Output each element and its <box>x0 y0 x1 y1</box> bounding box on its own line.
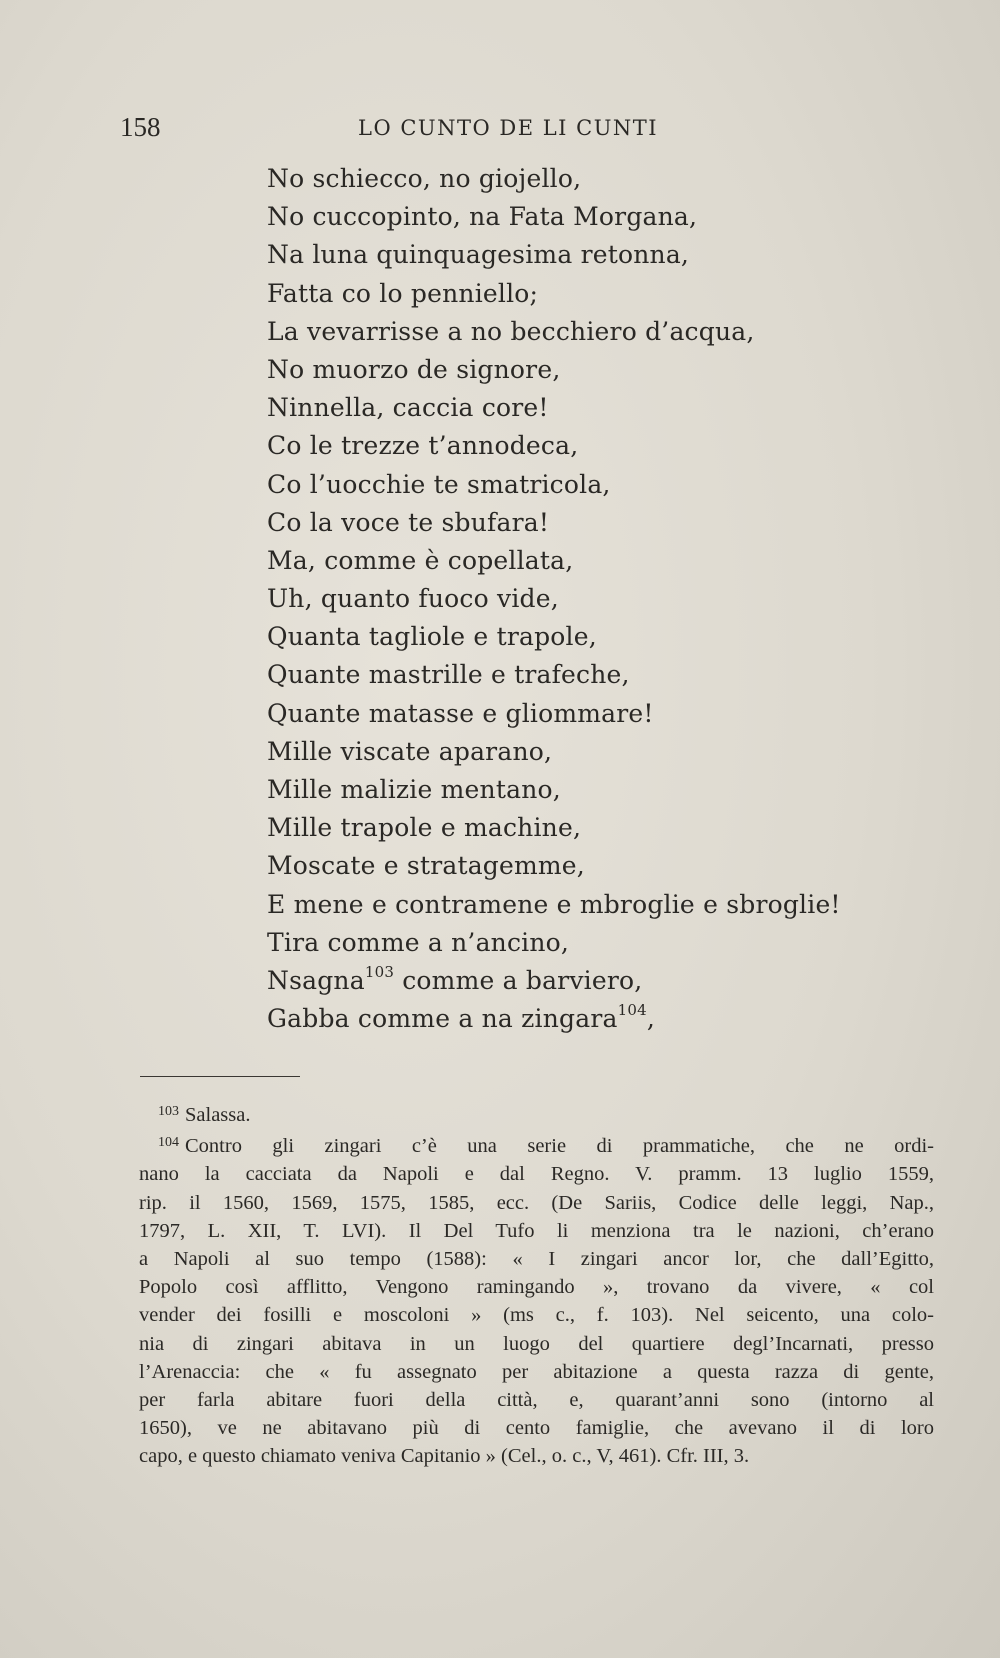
verse-line <box>267 504 967 542</box>
footnote-line <box>139 1358 934 1386</box>
footnote-line <box>139 1217 934 1245</box>
page-number: 158 <box>120 112 161 142</box>
footnote-separator <box>140 1076 300 1077</box>
footnote-104 <box>139 1129 934 1470</box>
footnote-line <box>139 1442 934 1470</box>
verse-line <box>267 160 967 198</box>
verse-text: Co l’uocchie te smatricola, <box>267 469 611 499</box>
footnote-text: 1797, L. XII, T. LVI). Il Del Tufo li menziona tra le nazioni, ch’erano <box>139 1219 934 1242</box>
footnote-text: Popolo così afflitto, Vengono ramingando », trovano da vivere, « col <box>139 1276 934 1299</box>
footnote-103 <box>139 1098 934 1129</box>
verse-text: Tira comme a n’ancino, <box>267 927 570 957</box>
footnote-line <box>139 1189 934 1217</box>
footnote-text: rip. il 1560, 1569, 1575, 1585, ecc. (De Sariis, Codice delle leggi, Nap., <box>139 1191 934 1214</box>
verse-line <box>267 809 967 847</box>
footnote-text: nano la cacciata da Napoli e dal Regno. V. pramm. 13 luglio 1559, <box>139 1163 934 1186</box>
footnote-text: nia di zingari abitava in un luogo del quartiere degl’Incarnati, presso <box>139 1332 934 1355</box>
footnote-line <box>139 1386 934 1414</box>
verse-text: La vevarrisse a no becchiero d’acqua, <box>267 316 755 346</box>
verse-text: Ma, comme è copellata, <box>267 545 574 575</box>
verse-text: No muorzo de signore, <box>267 354 561 384</box>
footnote-text: l’Arenaccia: che « fu assegnato per abitazione a questa razza di gente, <box>139 1360 934 1383</box>
verse-text: Quanta tagliole e trapole, <box>267 622 597 652</box>
footnote-text: 1650), ve ne abitavano più di cento famiglie, che avevano il di loro <box>139 1417 934 1440</box>
verse-text: Nsagna <box>267 965 365 995</box>
verse-text-continued: , <box>646 1004 655 1034</box>
footnotes-block <box>139 1098 934 1471</box>
verse-text: Co la voce te sbufara! <box>267 507 550 537</box>
verse-line <box>267 313 967 351</box>
footnote-line <box>139 1160 934 1188</box>
footnote-text: a Napoli al suo tempo (1588): « I zingari ancor lor, che dall’Egitto, <box>139 1248 934 1271</box>
verse-line <box>267 618 967 656</box>
footnote-line <box>139 1414 934 1442</box>
verse-text: Moscate e stratagemme, <box>267 851 585 881</box>
footnote-line <box>139 1330 934 1358</box>
footnote-reference[interactable]: 103 <box>364 962 395 981</box>
footnote-number: 104 <box>158 1135 179 1151</box>
verse-line <box>267 275 967 313</box>
footnote-text: vender dei fosilli e moscoloni » (ms c., f. 103). Nel seicento, una colo- <box>139 1304 934 1327</box>
verse-line <box>267 1000 967 1038</box>
verse-line <box>267 236 967 274</box>
footnote-line <box>139 1098 934 1129</box>
verse-line <box>267 695 967 733</box>
footnote-line <box>139 1129 934 1160</box>
verse-line <box>267 198 967 236</box>
verse-line <box>267 427 967 465</box>
verse-text: Gabba comme a na zingara <box>267 1004 618 1034</box>
verse-text: E mene e contramene e mbroglie e sbroglie! <box>267 889 841 919</box>
verse-line <box>267 389 967 427</box>
footnote-text: Contro gli zingari c’è una serie di prammatiche, che ne ordi- <box>185 1135 934 1158</box>
verse-line <box>267 656 967 694</box>
verse-line <box>267 886 967 924</box>
footnote-text: capo, e questo chiamato veniva Capitanio » (Cel., o. c., V, 461). Cfr. III, 3. <box>139 1445 750 1468</box>
verse-text: No schiecco, no giojello, <box>267 164 582 193</box>
footnote-text: per farla abitare fuori della città, e, quarant’anni sono (intorno al <box>139 1389 934 1412</box>
verse-line <box>267 733 967 771</box>
verse-text: Quante mastrille e trafeche, <box>267 660 630 690</box>
verse-text-continued: comme a barviero, <box>394 965 643 995</box>
verse-block <box>267 160 967 1038</box>
footnote-line <box>139 1301 934 1329</box>
verse-text: Fatta co lo penniello; <box>267 278 539 308</box>
verse-text: Na luna quinquagesima retonna, <box>267 240 690 270</box>
verse-text: Uh, quanto fuoco vide, <box>267 584 559 614</box>
verse-text: No cuccopinto, na Fata Morgana, <box>267 202 698 232</box>
verse-line <box>267 771 967 809</box>
verse-text: Ninnella, caccia core! <box>267 393 549 423</box>
verse-line <box>267 351 967 389</box>
page-header <box>120 112 710 148</box>
verse-line <box>267 962 967 1000</box>
verse-line <box>267 847 967 885</box>
verse-line <box>267 580 967 618</box>
footnote-number: 103 <box>158 1104 179 1119</box>
verse-text: Mille trapole e machine, <box>267 813 582 843</box>
verse-text: Mille viscate aparano, <box>267 736 553 766</box>
footnote-line <box>139 1245 934 1273</box>
running-title: LO CUNTO DE LI CUNTI <box>358 116 659 140</box>
verse-line <box>267 466 967 504</box>
footnote-text: Salassa. <box>185 1104 251 1126</box>
verse-line <box>267 542 967 580</box>
verse-text: Quante matasse e gliommare! <box>267 698 654 728</box>
verse-line <box>267 924 967 962</box>
verse-text: Mille malizie mentano, <box>267 775 561 804</box>
footnote-reference[interactable]: 104 <box>617 1001 647 1020</box>
footnote-line <box>139 1273 934 1301</box>
verse-text: Co le trezze t’annodeca, <box>267 431 579 461</box>
